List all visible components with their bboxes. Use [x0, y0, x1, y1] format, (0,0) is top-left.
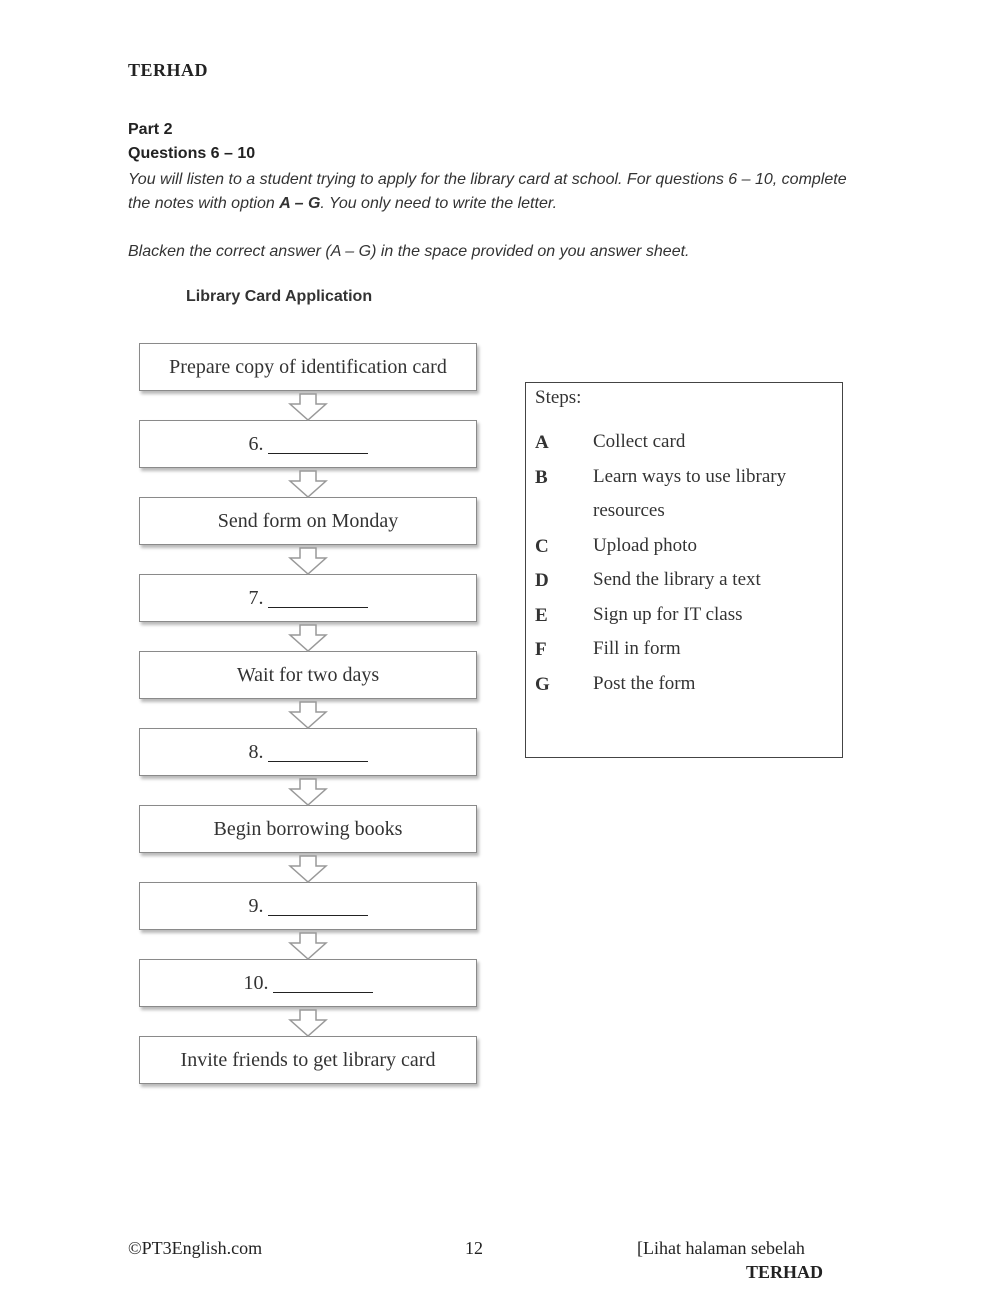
instructions-paragraph: [128, 168, 848, 216]
flow-step-text: Send form on Monday: [217, 509, 399, 532]
blacken-instruction: Blacken the correct answer (A – G) in the space provided on you answer sheet.: [128, 243, 690, 260]
option-text: Send the library a text: [593, 569, 761, 590]
flow-step-text: Begin borrowing books: [213, 817, 403, 840]
answer-blank-7[interactable]: [268, 589, 368, 608]
flow-step-3: [139, 497, 477, 545]
question-number: 8.: [248, 740, 264, 763]
flow-step-10: [139, 1036, 477, 1084]
option-letter: F: [535, 639, 547, 660]
down-arrow-icon: [288, 1009, 328, 1037]
down-arrow-icon: [288, 470, 328, 498]
flow-question-9: [139, 882, 477, 930]
down-arrow-icon: [288, 778, 328, 806]
option-text: Learn ways to use library resources: [593, 466, 787, 521]
instructions-text: You will listen to a student trying to apply for the library card at school. For questions 6 – 10, complete the notes with option: [128, 171, 847, 212]
down-arrow-icon: [288, 855, 328, 883]
answer-blank-10[interactable]: [273, 974, 373, 993]
instructions-option-range: A – G: [279, 195, 321, 212]
questions-heading: Questions 6 – 10: [128, 145, 256, 162]
option-text: Collect card: [593, 431, 686, 452]
part-heading: Part 2: [128, 121, 173, 138]
instructions-text-end: . You only need to write the letter.: [320, 195, 558, 212]
diagram-title: Library Card Application: [186, 288, 373, 305]
down-arrow-icon: [288, 393, 328, 421]
option-letter: B: [535, 467, 548, 488]
down-arrow-icon: [288, 547, 328, 575]
question-number: 7.: [248, 586, 264, 609]
answer-blank-8[interactable]: [268, 743, 368, 762]
flow-question-7: [139, 574, 477, 622]
option-letter: G: [535, 674, 550, 695]
down-arrow-icon: [288, 701, 328, 729]
footer-copyright: ©PT3English.com: [128, 1238, 263, 1258]
question-number: 10.: [243, 971, 269, 994]
flow-step-7: [139, 805, 477, 853]
option-text: Sign up for IT class: [593, 604, 743, 625]
flow-step-text: Invite friends to get library card: [180, 1048, 436, 1071]
flow-step-5: [139, 651, 477, 699]
option-text: Fill in form: [593, 638, 681, 659]
option-letter: C: [535, 536, 549, 557]
flow-question-10: [139, 959, 477, 1007]
steps-title: Steps:: [535, 387, 582, 408]
page-number: 12: [465, 1238, 483, 1258]
flow-step-text: Prepare copy of identification card: [169, 355, 447, 378]
option-letter: D: [535, 570, 549, 591]
down-arrow-icon: [288, 624, 328, 652]
classification-label: TERHAD: [128, 60, 209, 80]
answer-blank-6[interactable]: [268, 435, 368, 454]
flow-question-8: [139, 728, 477, 776]
question-number: 9.: [248, 894, 264, 917]
option-text: Post the form: [593, 673, 696, 694]
down-arrow-icon: [288, 932, 328, 960]
steps-options-box: [525, 382, 843, 758]
option-letter: E: [535, 605, 548, 626]
footer-classification-label: TERHAD: [746, 1262, 824, 1282]
question-number: 6.: [248, 432, 264, 455]
next-page-note: [Lihat halaman sebelah: [637, 1238, 805, 1258]
flow-question-6: [139, 420, 477, 468]
answer-blank-9[interactable]: [268, 897, 368, 916]
flow-step-text: Wait for two days: [236, 663, 380, 686]
option-letter: A: [535, 432, 549, 453]
flow-step-1: [139, 343, 477, 391]
option-text: Upload photo: [593, 535, 697, 556]
